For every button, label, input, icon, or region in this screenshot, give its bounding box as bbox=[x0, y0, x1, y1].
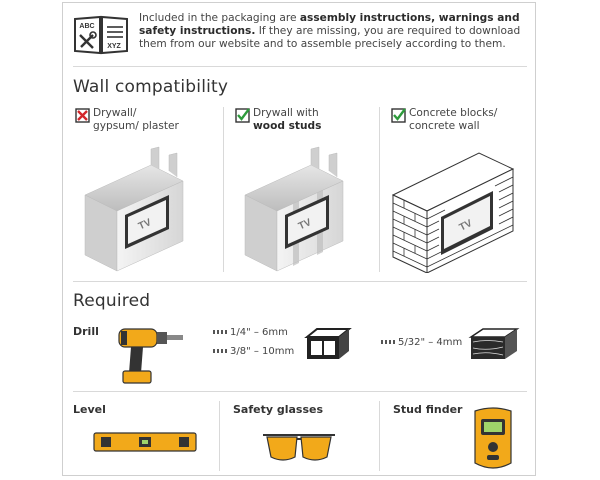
column-divider bbox=[379, 401, 380, 471]
safety-glasses-icon bbox=[261, 427, 337, 465]
wall-label bbox=[93, 107, 179, 133]
packaging-notice bbox=[73, 11, 529, 61]
tv-label: TV bbox=[457, 217, 475, 234]
wall-drywall-gypsum bbox=[73, 107, 211, 273]
tv-label: TV bbox=[136, 217, 154, 233]
stud-finder-icon bbox=[469, 405, 517, 475]
drill-bit-size bbox=[381, 337, 462, 348]
book-right-text: XYZ bbox=[107, 43, 121, 50]
drill-bit-icon bbox=[213, 330, 227, 334]
drill-bit-size bbox=[213, 346, 294, 357]
notice-rest: If they are missing, you are required to download them from our website and to assemble precisely according to them. bbox=[139, 25, 521, 51]
wall-label-line1: Drywall with bbox=[253, 107, 319, 119]
wall-compatibility-title: Wall compatibility bbox=[73, 77, 229, 97]
required-title: Required bbox=[73, 291, 151, 311]
cross-box-icon bbox=[75, 108, 90, 123]
spirit-level-icon bbox=[93, 431, 197, 455]
level-label: Level bbox=[73, 403, 106, 416]
notice-bold: assembly instructions, warnings and safety instructions. bbox=[139, 12, 520, 38]
instruction-book-icon bbox=[73, 13, 129, 55]
notice-intro: Included in the packaging are bbox=[139, 12, 300, 24]
wood-stud-wall-illustration bbox=[233, 141, 371, 273]
wall-label-line2: wood studs bbox=[253, 120, 322, 132]
wall-label-line2: concrete wall bbox=[409, 120, 480, 132]
wall-drywall-wood-studs bbox=[233, 107, 371, 273]
wall-concrete bbox=[389, 107, 527, 273]
drywall-illustration bbox=[73, 141, 211, 273]
drill-icon bbox=[115, 321, 187, 387]
drill-bit-size-text: 5/32" – 4mm bbox=[398, 337, 463, 348]
book-left-text: ABC bbox=[79, 23, 95, 30]
check-box-icon bbox=[391, 108, 406, 123]
divider bbox=[73, 391, 527, 392]
check-box-icon bbox=[235, 108, 250, 123]
instruction-card bbox=[62, 2, 536, 476]
concrete-wall-illustration bbox=[389, 141, 527, 273]
column-divider bbox=[379, 107, 380, 272]
drill-bit-icon bbox=[213, 349, 227, 353]
wall-label-line2: gypsum/ plaster bbox=[93, 120, 179, 132]
drill-bit-size bbox=[213, 327, 288, 338]
drill-label: Drill bbox=[73, 325, 99, 338]
divider bbox=[73, 281, 527, 282]
tv-label: TV bbox=[296, 217, 314, 233]
wall-label-line1: Drywall/ bbox=[93, 107, 137, 119]
safety-glasses-label: Safety glasses bbox=[233, 403, 324, 416]
drill-bit-size-text: 1/4" – 6mm bbox=[230, 327, 288, 338]
stud-finder-label: Stud finder bbox=[393, 403, 463, 416]
column-divider bbox=[219, 401, 220, 471]
column-divider bbox=[223, 107, 224, 272]
wall-label-line1: Concrete blocks/ bbox=[409, 107, 498, 119]
drill-bit-size-text: 3/8" – 10mm bbox=[230, 346, 295, 357]
drill-bit-icon bbox=[381, 340, 395, 344]
notice-text bbox=[139, 12, 531, 52]
wood-plank-icon bbox=[467, 327, 521, 363]
concrete-block-icon bbox=[303, 325, 353, 361]
wall-label bbox=[409, 107, 497, 133]
divider bbox=[73, 66, 527, 67]
wall-label bbox=[253, 107, 321, 133]
